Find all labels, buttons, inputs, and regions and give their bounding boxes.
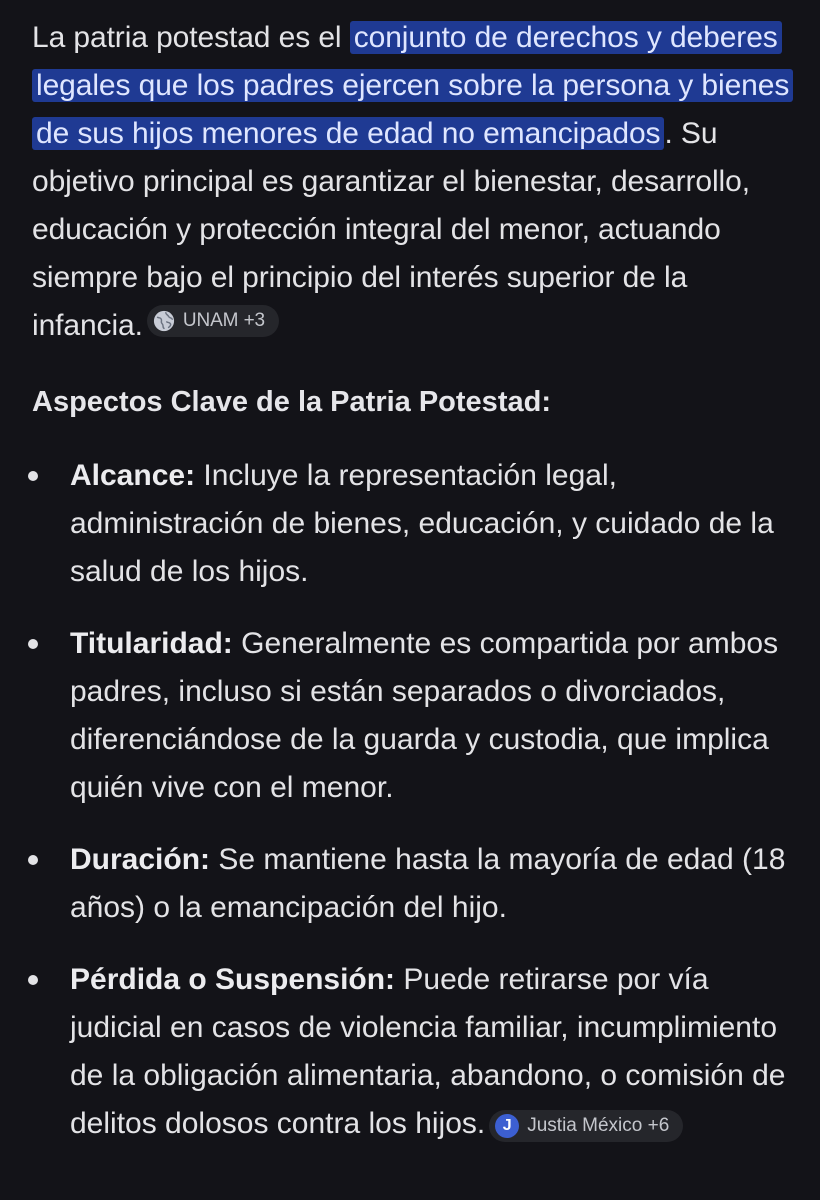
justia-logo-icon: J [495, 1114, 519, 1138]
item-term: Titularidad: [70, 627, 233, 660]
list-item-titularidad [32, 620, 802, 812]
list-item-perdida [32, 956, 802, 1148]
item-text: Puede retirarse por vía judicial en casos de violencia familiar, incumplimiento de la obligación alimentaria, abandono, o comisión de delitos dolosos contra los hijos. [70, 963, 786, 1140]
item-text: Se mantiene hasta la mayoría de edad (18 años) o la emancipación del hijo. [70, 843, 786, 924]
item-text: Generalmente es compartida por ambos padres, incluso si están separados o divorciados, diferenciándose de la guarda y custodia, que implica quién vive con el menor. [70, 627, 779, 804]
source-chip-unam[interactable] [147, 305, 279, 337]
answer-content [32, 14, 802, 1172]
aspects-list [32, 452, 802, 1148]
source-chip-justia[interactable] [489, 1110, 683, 1142]
intro-lead: La patria potestad es el [32, 21, 350, 54]
source-chip-label: UNAM +3 [182, 310, 266, 331]
globe-icon [153, 310, 175, 332]
section-heading: Aspectos Clave de la Patria Potestad: [32, 386, 551, 418]
source-chip-label: Justia México +6 [527, 1115, 670, 1136]
item-term: Alcance: [70, 459, 196, 492]
item-term: Pérdida o Suspensión: [70, 963, 396, 996]
intro-paragraph [32, 14, 802, 350]
bullet-icon [28, 855, 38, 865]
list-item-duracion [32, 836, 802, 932]
item-text: Incluye la representación legal, administración de bienes, educación, y cuidado de la salud de los hijos. [70, 459, 774, 588]
bullet-icon [28, 975, 38, 985]
highlighted-definition[interactable]: conjunto de derechos y deberes legales que los padres ejercen sobre la persona y bienes de sus hijos menores de edad no emancipados [32, 21, 793, 150]
bullet-icon [28, 639, 38, 649]
intro-rest: . Su objetivo principal es garantizar el bienestar, desarrollo, educación y protección integral del menor, actuando siempre bajo el principio del interés superior de la infancia. [32, 117, 750, 342]
bullet-icon [28, 471, 38, 481]
list-item-alcance [32, 452, 802, 596]
item-term: Duración: [70, 843, 211, 876]
